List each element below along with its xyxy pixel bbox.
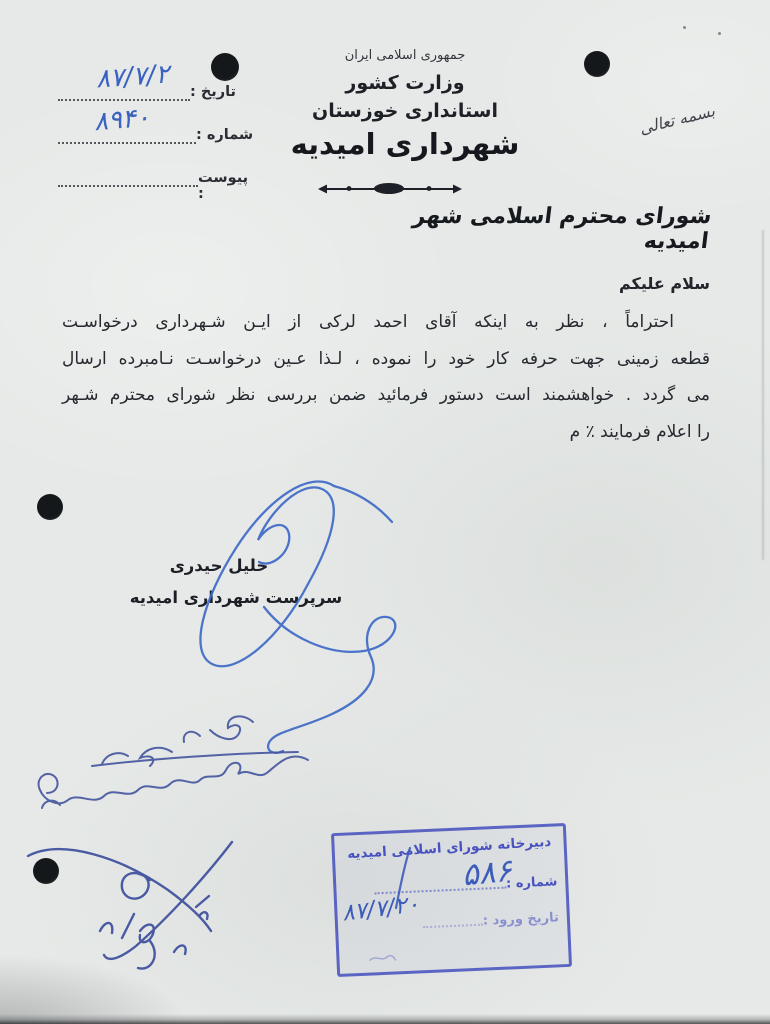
marginal-handwriting [39, 716, 308, 808]
paper-speck [683, 26, 686, 29]
punch-hole-top-left [211, 53, 239, 81]
body-line: قطعه زمینی جهت حرفه کار خود را نموده ، لـذا عـین درخواسـت نـامبرده ارسال [62, 348, 710, 369]
letterhead-governorate: استانداری خوزستان [311, 100, 498, 122]
signature-title: سرپرست شهرداری امیدیه [129, 588, 343, 607]
stamp-number-label: شماره : [505, 874, 558, 892]
paper-speck [718, 32, 721, 35]
recipient-line: شورای محترم اسلامی شهر امیدیه [411, 204, 714, 254]
punch-hole-middle-left [37, 494, 63, 520]
letterhead-municipality: شهرداری امیدیه [290, 127, 520, 161]
number-handwritten-value: ۸۹۴۰ [92, 102, 152, 138]
body-line: می گردد . خواهشمند است دستور فرمائید ضمن بررسی نظر شورای محترم شـهر [62, 385, 710, 405]
date-dotted-line [58, 99, 190, 101]
header-ornament-divider [318, 183, 462, 194]
stamp-handwritten-date: ۸۷/۷/۲۰ [340, 891, 421, 927]
bismillah-calligraphy: بسمه تعالی [637, 100, 717, 139]
body-line: را اعلام فرمایند ٪ م [569, 421, 710, 442]
scan-right-edge [762, 230, 764, 560]
number-label: شماره : [196, 127, 254, 143]
body-line: احتراماً ، نظر به اینکه آقای احمد لرکی از ایـن شـهرداری درخواسـت [62, 312, 674, 332]
stamp-title: دبیرخانه شورای اسلامی امیدیه [346, 833, 552, 863]
letterhead-country: جمهوری اسلامی ایران [344, 48, 466, 63]
signature-block [118, 556, 354, 607]
punch-hole-bottom-left [33, 858, 59, 884]
letterhead-ministry: وزارت کشور [345, 72, 465, 94]
number-dotted-line [58, 142, 196, 144]
body-paragraph [62, 304, 710, 450]
signature-name: خلیل حیدری [169, 556, 269, 575]
punch-hole-top-right [584, 51, 610, 77]
stamp-date-label: تاریخ ورود : [482, 910, 560, 929]
stamp-date-dotted-line [423, 924, 483, 929]
date-label: تاریخ : [190, 84, 236, 100]
attachment-label: پیوست : [198, 170, 249, 202]
bottom-signature-scrawl [28, 842, 232, 969]
letterhead [248, 48, 562, 161]
date-handwritten-value: ۸۷/۷/۲ [95, 59, 171, 95]
stamp-date-row [423, 910, 560, 931]
stamp-faint-mark [367, 951, 397, 964]
greeting: سلام علیکم [618, 274, 710, 293]
stamp-handwritten-number: ۵۸۶ [460, 852, 514, 894]
scan-bottom-edge [0, 1014, 770, 1024]
signature-flourish [200, 481, 395, 752]
attachment-dotted-line [58, 185, 198, 187]
